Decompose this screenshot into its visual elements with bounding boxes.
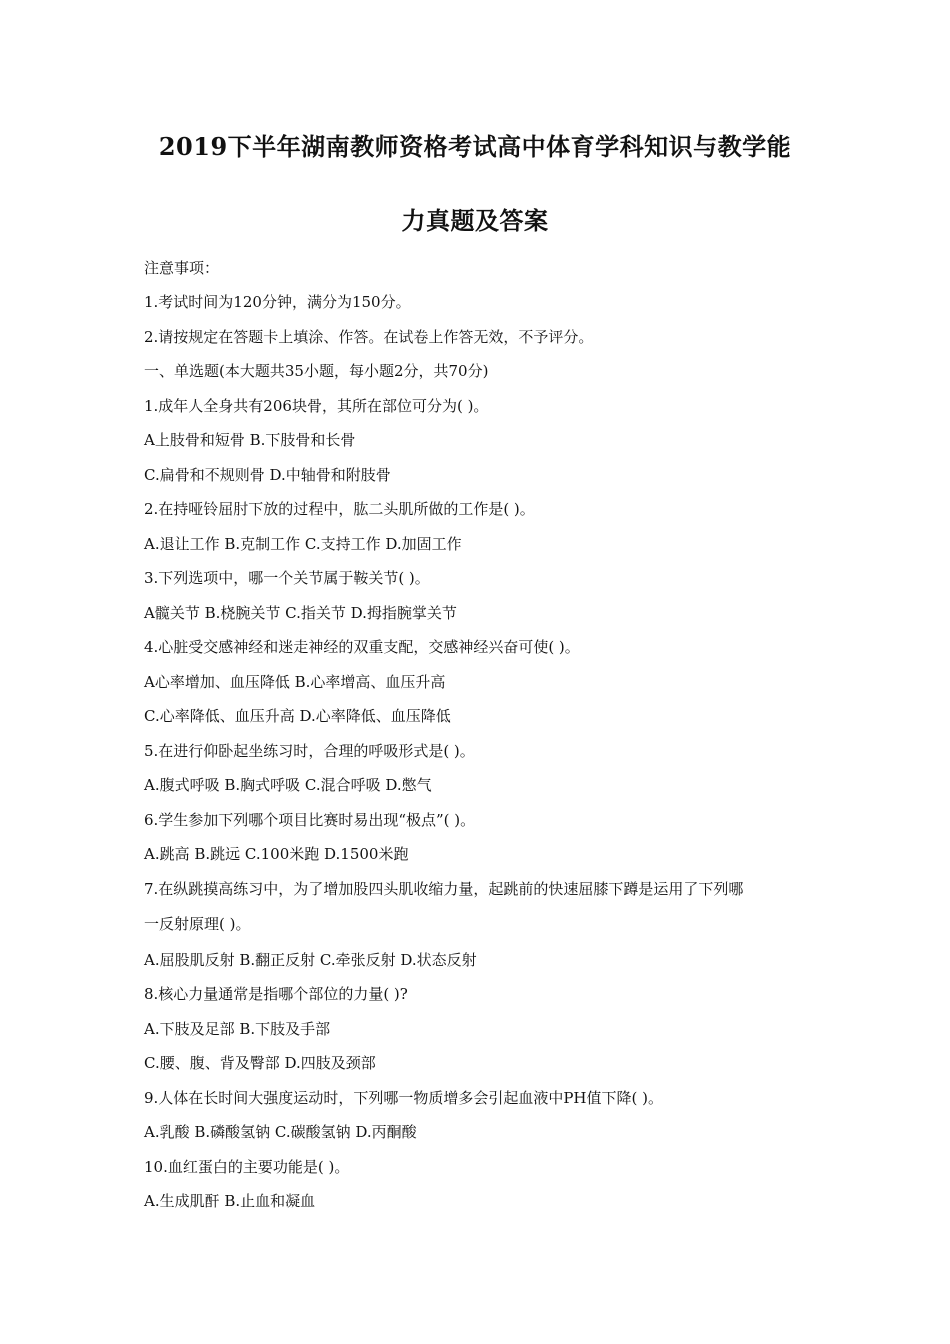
answer-options: A.生成肌酐 B.止血和凝血 xyxy=(144,1192,316,1210)
answer-options: A髋关节 B.桡腕关节 C.指关节 D.拇指腕掌关节 xyxy=(144,604,457,622)
question-line: 5.在进行仰卧起坐练习时，合理的呼吸形式是( )。 xyxy=(144,742,475,760)
question-line: 6.学生参加下列哪个项目比赛时易出现“极点”( )。 xyxy=(144,811,476,829)
document-title-line-2: 力真题及答案 xyxy=(401,206,549,235)
question-line: 1.成年人全身共有206块骨，其所在部位可分为( )。 xyxy=(144,397,489,415)
document-title-line-1: 2019下半年湖南教师资格考试高中体育学科知识与教学能 xyxy=(158,132,792,161)
answer-options: C.扁骨和不规则骨 D.中轴骨和附肢骨 xyxy=(144,466,391,484)
section-heading: 一、单选题(本大题共35小题，每小题2分，共70分) xyxy=(144,362,489,380)
answer-options: A.退让工作 B.克制工作 C.支持工作 D.加固工作 xyxy=(144,535,462,553)
question-line: 3.下列选项中，哪一个关节属于鞍关节( )。 xyxy=(144,569,430,587)
answer-options: A心率增加、血压降低 B.心率增高、血压升高 xyxy=(144,673,446,691)
notice-item: 2.请按规定在答题卡上填涂、作答。在试卷上作答无效，不予评分。 xyxy=(144,328,594,346)
answer-options: A上肢骨和短骨 B.下肢骨和长骨 xyxy=(144,431,356,449)
question-line: 4.心脏受交感神经和迷走神经的双重支配，交感神经兴奋可使( )。 xyxy=(144,638,580,656)
question-line: 10.血红蛋白的主要功能是( )。 xyxy=(144,1158,350,1176)
question-line: 7.在纵跳摸高练习中，为了增加股四头肌收缩力量，起跳前的快速屈膝下蹲是运用了下列哪 xyxy=(144,880,744,898)
question-line: 8.核心力量通常是指哪个部位的力量( )? xyxy=(144,985,408,1003)
notice-item: 1.考试时间为120分钟，满分为150分。 xyxy=(144,293,411,311)
answer-options: A.跳高 B.跳远 C.100米跑 D.1500米跑 xyxy=(144,845,409,863)
notice-heading: 注意事项： xyxy=(144,259,220,277)
answer-options: A.屈股肌反射 B.翻正反射 C.牵张反射 D.状态反射 xyxy=(144,951,477,969)
question-line-continued: 一反射原理( )。 xyxy=(144,915,251,933)
question-line: 2.在持哑铃屈肘下放的过程中，肱二头肌所做的工作是( )。 xyxy=(144,500,535,518)
answer-options: C.心率降低、血压升高 D.心率降低、血压降低 xyxy=(144,707,451,725)
answer-options: A.乳酸 B.磷酸氢钠 C.碳酸氢钠 D.丙酮酸 xyxy=(144,1123,417,1141)
answer-options: C.腰、腹、背及臀部 D.四肢及颈部 xyxy=(144,1054,376,1072)
answer-options: A.下肢及足部 B.下肢及手部 xyxy=(144,1020,331,1038)
answer-options: A.腹式呼吸 B.胸式呼吸 C.混合呼吸 D.憋气 xyxy=(144,776,432,794)
question-line: 9.人体在长时间大强度运动时，下列哪一物质增多会引起血液中PH值下降( )。 xyxy=(144,1089,663,1107)
